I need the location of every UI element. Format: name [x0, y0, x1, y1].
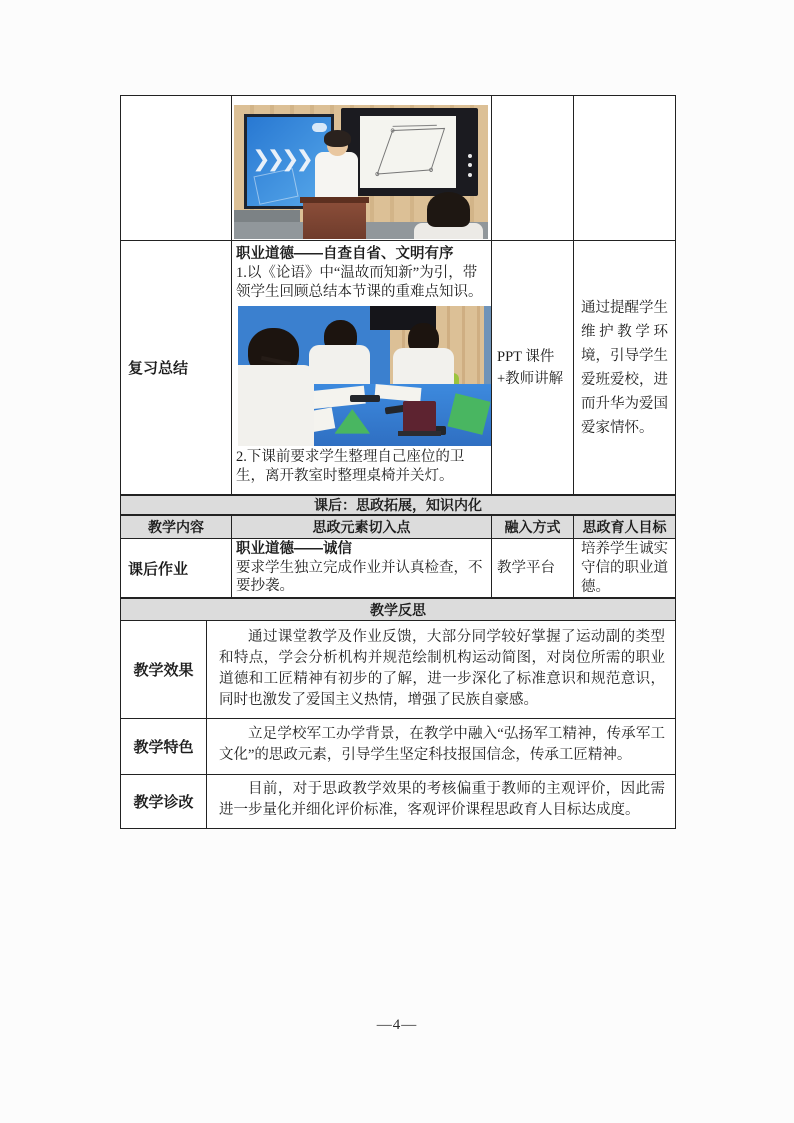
- classroom-lecture-photo: [234, 105, 488, 239]
- student-left-shirt: [238, 365, 314, 446]
- teacher-hair: [324, 130, 351, 146]
- table-row-teaching-feature: [121, 719, 675, 775]
- column-header-method: 融入方式: [491, 516, 573, 538]
- teaching-feature-text: 立足学校军工办学背景，在教学中融入“弘扬军工精神，传承军工文化”的思政元素，引导学生坚定科技报国信念，传承工匠精神。: [219, 726, 665, 763]
- teaching-effect-text: 通过课堂教学及作业反馈，大部分同学较好掌握了运动副的类型和特点，学会分析机构并规范绘制机构运动简图，对岗位所需的职业道德和工匠精神有初步的了解，进一步深化了标准意识和规范意识，同时也激发了爱国主义热情，增强了民族自豪感。: [219, 629, 665, 708]
- empty-cell: [121, 96, 231, 240]
- row-label-teaching-effect: 教学效果: [133, 662, 194, 679]
- homework-text: 要求学生独立完成作业并认真检查，不要抄袭。: [236, 560, 483, 594]
- parallelogram-diagram: [360, 116, 456, 189]
- column-header-row: [121, 515, 675, 539]
- teaching-feature-cell: [206, 719, 675, 774]
- review-content-cell: [231, 241, 491, 494]
- table-row-homework: [121, 539, 675, 598]
- students-working-photo: [238, 306, 492, 446]
- board-menu-dots: [468, 154, 472, 177]
- lecture-photo-cell: [231, 96, 491, 240]
- row-label-teaching-feature: 教学特色: [133, 739, 194, 756]
- table-row-review-summary: [121, 241, 675, 495]
- table-row-teaching-diagnosis: [121, 775, 675, 828]
- table-row-teaching-effect: [121, 621, 675, 719]
- homework-heading: 职业道德——诚信: [236, 541, 352, 557]
- column-header-goal: 思政育人目标: [573, 516, 675, 538]
- review-point-1: 1.以《论语》中“温故而知新”为引，带领学生回顾总结本节课的重难点知识。: [236, 265, 483, 300]
- review-goal: 通过提醒学生维护教学环境，引导学生爱班爱校，进而升华为爱国爱家情怀。: [581, 299, 668, 436]
- review-heading: 职业道德——自查自省、文明有序: [236, 246, 454, 262]
- empty-cell: [573, 96, 675, 240]
- table-row-lecture-photo: [121, 96, 675, 241]
- smart-board: [341, 108, 478, 196]
- teaching-diagnosis-cell: [206, 775, 675, 828]
- homework-goal-cell: [573, 539, 675, 597]
- teaching-effect-cell: [206, 621, 675, 718]
- column-header-content: 教学内容: [148, 519, 204, 535]
- teaching-diagnosis-text: 目前，对于思政教学效果的考核偏重于教师的主观评价，因此需进一步量化并细化评价标准，客观评价课程思政育人目标达成度。: [219, 781, 665, 818]
- review-method: PPT 课件+教师讲解: [497, 348, 564, 387]
- row-label-review-summary: 复习总结: [128, 360, 189, 377]
- homework-goal: 培养学生诚实守信的职业道德。: [581, 540, 668, 595]
- column-header-element: 思政元素切入点: [231, 516, 491, 538]
- green-mat: [448, 393, 491, 434]
- paper: [375, 384, 422, 401]
- review-method-cell: [491, 241, 573, 494]
- review-point-2: 2.下课前要求学生整理自己座位的卫生，离开教室时整理桌椅并关灯。: [236, 449, 465, 484]
- whiteboard-panel: [360, 116, 456, 189]
- chevron-arrows-graphic: ❯❯❯❯: [252, 147, 310, 173]
- press-machine: [403, 401, 436, 432]
- row-label-teaching-diagnosis: 教学诊改: [133, 794, 194, 811]
- homework-method: 教学平台: [497, 560, 555, 576]
- empty-cell: [491, 96, 573, 240]
- page-number: —4—: [376, 1017, 418, 1033]
- reflection-banner: 教学反思: [121, 598, 675, 621]
- lectern: [303, 203, 367, 239]
- phone: [350, 395, 380, 401]
- row-label-homework: 课后作业: [128, 560, 189, 578]
- after-class-banner: 课后：思政拓展，知识内化: [121, 495, 675, 515]
- lesson-plan-table: [120, 95, 676, 829]
- student-head: [427, 192, 470, 227]
- review-goal-cell: [573, 241, 675, 494]
- blueprint-sketch: [253, 168, 298, 204]
- green-triangle-tool: [335, 409, 371, 434]
- homework-content-cell: [231, 539, 491, 597]
- screen-caption-pill: [312, 123, 327, 132]
- homework-method-cell: [491, 539, 573, 597]
